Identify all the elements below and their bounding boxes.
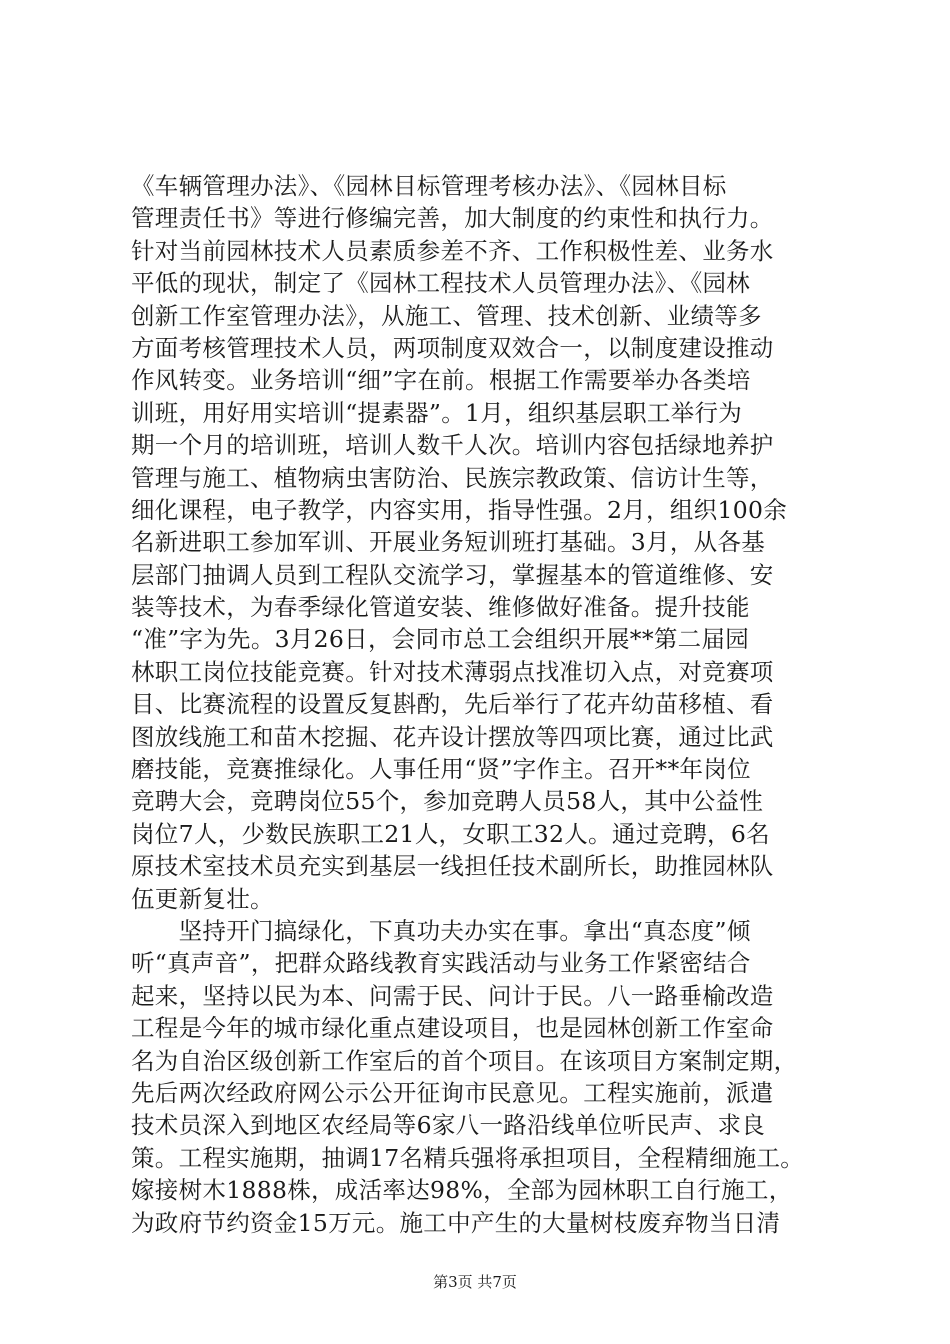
- text-line: 名新进职工参加军训、开展业务短训班打基础。3月，从各基: [131, 528, 766, 557]
- text-line: 装等技术，为春季绿化管道安装、维修做好准备。提升技能: [131, 593, 750, 622]
- text-line: 创新工作室管理办法》，从施工、管理、技术创新、业绩等多: [131, 301, 762, 330]
- text-line: 为政府节约资金15万元。施工中产生的大量树枝废弃物当日清: [131, 1208, 781, 1237]
- text-line: 林职工岗位技能竞赛。针对技术薄弱点找准切入点，对竞赛项: [131, 657, 774, 686]
- text-line: 细化课程，电子教学，内容实用，指导性强。2月，组织100余: [131, 495, 788, 524]
- text-line: 作风转变。业务培训“细”字在前。根据工作需要举办各类培: [131, 366, 751, 395]
- text-line: “准”字为先。3月26日，会同市总工会组织开展**第二届园: [131, 625, 750, 654]
- text-line: 竞聘大会，竞聘岗位55个，参加竞聘人员58人，其中公益性: [131, 787, 764, 816]
- text-line: 岗位7人，少数民族职工21人，女职工32人。通过竞聘，6名: [131, 819, 770, 848]
- text-line: 先后两次经政府网公示公开征询市民意见。工程实施前，派遣: [131, 1078, 774, 1107]
- text-line: 坚持开门搞绿化，下真功夫办实在事。拿出“真态度”倾: [131, 916, 751, 945]
- text-line: 管理责任书》等进行修编完善，加大制度的约束性和执行力。: [131, 204, 774, 233]
- text-line: 嫁接树木1888株，成活率达98%，全部为园林职工自行施工，: [131, 1176, 793, 1205]
- text-line: 图放线施工和苗木挖掘、花卉设计摆放等四项比赛，通过比武: [131, 722, 774, 751]
- text-line: 训班，用好用实培训“提素器”。1月，组织基层职工举行为: [131, 398, 743, 427]
- text-line: 策。工程实施期，抽调17名精兵强将承担项目，全程精细施工。: [131, 1143, 805, 1172]
- text-line: 《车辆管理办法》、《园林目标管理考核办法》、《园林目标: [131, 172, 727, 200]
- text-line: 技术员深入到地区农经局等6家八一路沿线单位听民声、求良: [131, 1111, 766, 1140]
- text-line: 平低的现状，制定了《园林工程技术人员管理办法》、《园林: [131, 269, 751, 298]
- text-line: 期一个月的培训班，培训人数千人次。培训内容包括绿地养护: [131, 431, 774, 460]
- page-number-label: 第3页 共7页: [433, 1273, 517, 1291]
- text-line: 目、比赛流程的设置反复斟酌，先后举行了花卉幼苗移植、看: [131, 690, 774, 719]
- text-line: 起来，坚持以民为本、问需于民、问计于民。八一路垂榆改造: [131, 981, 774, 1010]
- text-line: 名为自治区级创新工作室后的首个项目。在该项目方案制定期，: [131, 1046, 798, 1075]
- text-line: 层部门抽调人员到工程队交流学习，掌握基本的管道维修、安: [131, 560, 774, 589]
- text-line: 管理与施工、植物病虫害防治、民族宗教政策、信访计生等，: [131, 463, 774, 492]
- text-line: 听“真声音”，把群众路线教育实践活动与业务工作紧密结合: [131, 949, 751, 978]
- body-text: [131, 170, 831, 1239]
- text-line: 方面考核管理技术人员，两项制度双效合一，以制度建设推动: [131, 333, 774, 362]
- text-line: 工程是今年的城市绿化重点建设项目，也是园林创新工作室命: [131, 1014, 774, 1043]
- text-line: 针对当前园林技术人员素质参差不齐、工作积极性差、业务水: [131, 236, 774, 265]
- text-line: 伍更新复壮。: [131, 884, 274, 913]
- page-footer: [0, 1272, 950, 1292]
- text-line: 原技术室技术员充实到基层一线担任技术副所长，助推园林队: [131, 852, 774, 881]
- text-line: 磨技能，竞赛推绿化。人事任用“贤”字作主。召开**年岗位: [131, 755, 751, 784]
